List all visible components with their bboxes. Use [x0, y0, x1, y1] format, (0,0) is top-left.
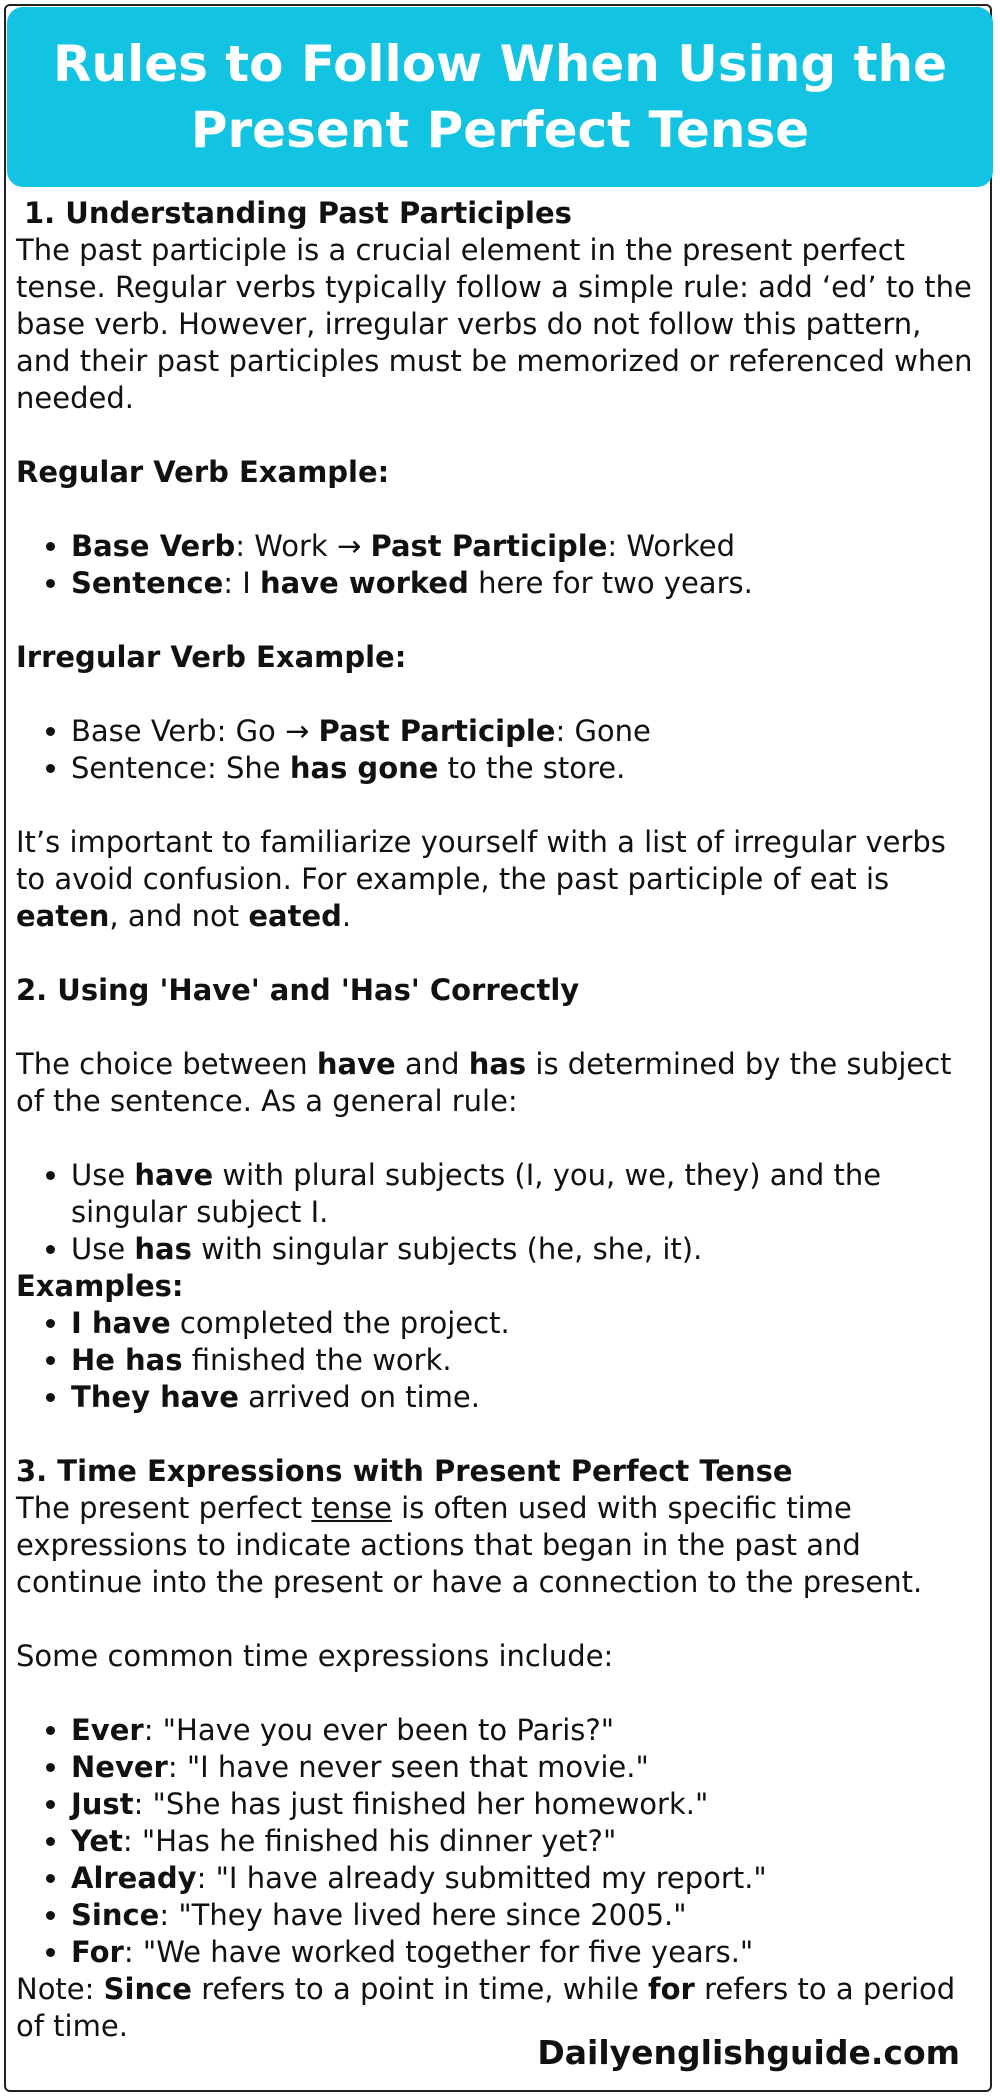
list-item: • For: "We have worked together for five years.": [71, 1934, 984, 1971]
list-item: • He has finished the work.: [71, 1342, 984, 1379]
tense-link[interactable]: tense: [311, 1491, 392, 1525]
list-item: • Never: "I have never seen that movie.": [71, 1749, 984, 1786]
section1-intro: The past participle is a crucial element in the present perfect tense. Regular verbs typically follow a simple rule: add ‘ed’ to the base verb. However, irregular verbs do not follow this pattern, and their past participles must be memorized or referenced when needed.: [16, 233, 973, 415]
list-item: • Sentence: I have worked here for two years.: [71, 565, 984, 602]
time-expressions-list: [16, 1712, 984, 1971]
irregular-verb-list: [16, 713, 984, 787]
list-item: • Sentence: She has gone to the store.: [71, 750, 984, 787]
regular-verb-heading: Regular Verb Example:: [16, 455, 390, 489]
section1-heading: 1. Understanding Past Participles: [24, 196, 572, 230]
list-item: • Base Verb: Work → Past Participle: Worked: [71, 528, 984, 565]
section1-note: It’s important to familiarize yourself with a list of irregular verbs to avoid confusion. For example, the past participle of eat is eaten, and not eated.: [16, 825, 946, 933]
list-item: • Just: "She has just finished her homework.": [71, 1786, 984, 1823]
time-expressions-intro: Some common time expressions include:: [16, 1639, 614, 1673]
article-body: [16, 195, 984, 2045]
section2-heading: 2. Using 'Have' and 'Has' Correctly: [16, 973, 580, 1007]
title-banner: [7, 7, 993, 187]
list-item: • Yet: "Has he finished his dinner yet?": [71, 1823, 984, 1860]
list-item: • Already: "I have already submitted my report.": [71, 1860, 984, 1897]
examples-heading: Examples:: [16, 1269, 184, 1303]
section2-intro: The choice between have and has is determined by the subject of the sentence. As a general rule:: [16, 1047, 952, 1118]
list-item: • Since: "They have lived here since 2005.": [71, 1897, 984, 1934]
list-item: • Ever: "Have you ever been to Paris?": [71, 1712, 984, 1749]
list-item: • Use have with plural subjects (I, you, we, they) and the singular subject I.: [71, 1157, 984, 1231]
section3-heading: 3. Time Expressions with Present Perfect Tense: [16, 1454, 793, 1488]
list-item: • Base Verb: Go → Past Participle: Gone: [71, 713, 984, 750]
have-has-rules-list: [16, 1157, 984, 1268]
site-footer-url: Dailyenglishguide.com: [537, 2033, 960, 2072]
section3-intro: The present perfect tense is often used with specific time expressions to indicate actions that began in the past and continue into the present or have a connection to the present.: [16, 1491, 923, 1599]
page-title: Rules to Follow When Using the Present Perfect Tense: [52, 35, 948, 159]
section3-note: Note: Since refers to a point in time, while for refers to a period of time.: [16, 1972, 956, 2043]
irregular-verb-heading: Irregular Verb Example:: [16, 640, 407, 674]
examples-list: [16, 1305, 984, 1416]
list-item: • Use has with singular subjects (he, she, it).: [71, 1231, 984, 1268]
list-item: • They have arrived on time.: [71, 1379, 984, 1416]
list-item: • I have completed the project.: [71, 1305, 984, 1342]
regular-verb-list: [16, 528, 984, 602]
